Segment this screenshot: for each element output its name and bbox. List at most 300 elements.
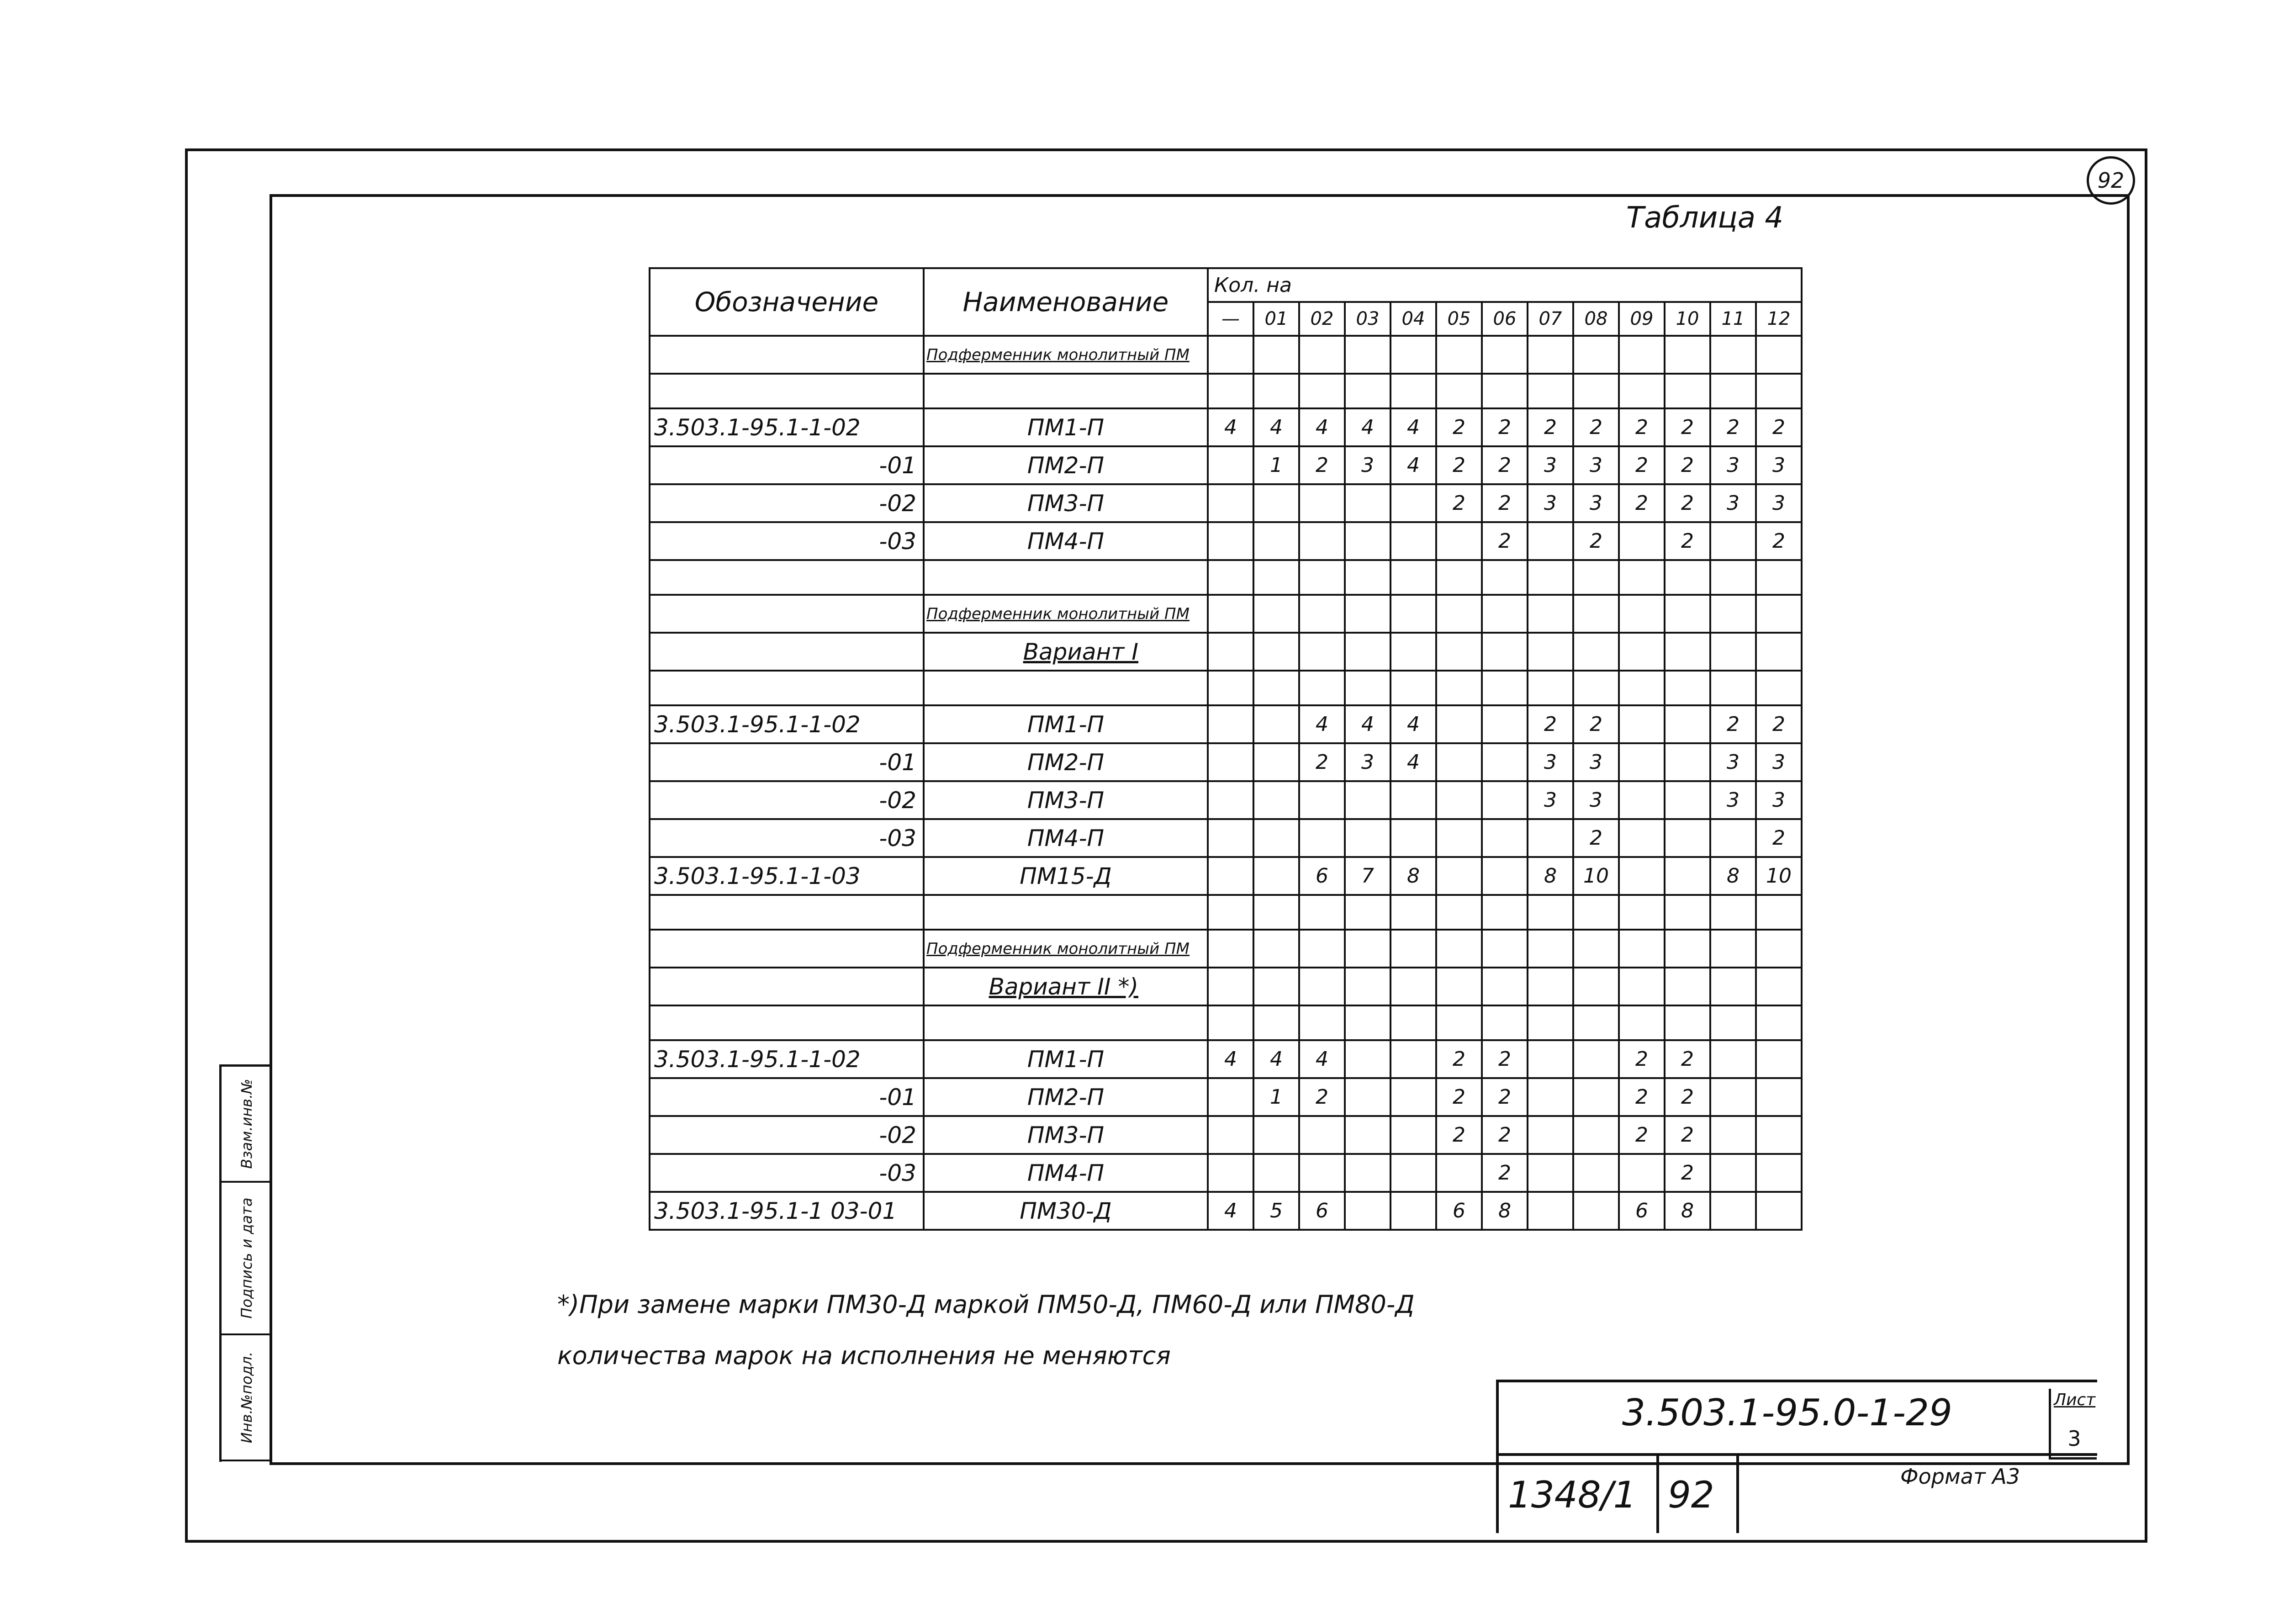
qty-cell: 2 [1528, 705, 1573, 743]
table-row [650, 743, 1802, 781]
qty-cell [1710, 930, 1756, 968]
qty-cell: 3 [1573, 446, 1619, 484]
name-cell: ПМ4-П [924, 1154, 1208, 1192]
qty-cell [1665, 743, 1710, 781]
qty-cell [1528, 1078, 1573, 1116]
qty-cell [1710, 633, 1756, 671]
qty-cell: 5 [1253, 1192, 1299, 1230]
name-cell: ПМ1-П [924, 408, 1208, 446]
cell-empty [650, 1005, 924, 1040]
qty-cell: 2 [1619, 408, 1665, 446]
designation-cell: 3.503.1-95.1-1-03 [650, 857, 924, 895]
cell-empty [650, 968, 924, 1005]
qty-cell [1253, 1116, 1299, 1154]
qty-cell [1528, 1116, 1573, 1154]
designation-cell: 3.503.1-95.1-1-02 [650, 408, 924, 446]
qty-cell [1253, 595, 1299, 633]
qty-cell: 10 [1756, 857, 1802, 895]
header-col: 02 [1299, 302, 1345, 336]
sheet-box [2049, 1389, 2097, 1460]
qty-cell [1436, 1154, 1482, 1192]
qty-cell [1390, 781, 1436, 819]
qty-cell [1710, 1005, 1756, 1040]
qty-cell [1482, 1005, 1528, 1040]
qty-cell: 2 [1436, 1116, 1482, 1154]
qty-cell [1299, 895, 1345, 930]
qty-cell [1756, 633, 1802, 671]
side-stamp [219, 1064, 272, 1462]
qty-cell [1573, 671, 1619, 705]
qty-cell [1390, 1005, 1436, 1040]
qty-cell: 2 [1573, 819, 1619, 857]
designation-cell: -01 [650, 1078, 924, 1116]
qty-cell [1299, 595, 1345, 633]
header-col: 06 [1482, 302, 1528, 336]
qty-cell: 2 [1482, 446, 1528, 484]
section-title-row [650, 633, 1802, 671]
qty-cell [1528, 1154, 1573, 1192]
qty-cell [1573, 595, 1619, 633]
qty-cell: 4 [1299, 1040, 1345, 1078]
qty-cell: 3 [1528, 484, 1573, 522]
qty-cell: 3 [1573, 743, 1619, 781]
qty-cell [1436, 781, 1482, 819]
footnote-line-2: количества марок на исполнения не меняются [557, 1341, 1171, 1370]
qty-cell [1528, 336, 1573, 374]
qty-cell [1208, 595, 1253, 633]
qty-cell [1345, 895, 1390, 930]
qty-cell [1619, 743, 1665, 781]
qty-cell [1208, 1116, 1253, 1154]
qty-cell [1619, 1154, 1665, 1192]
qty-cell: 3 [1345, 446, 1390, 484]
qty-cell [1208, 895, 1253, 930]
header-col: 07 [1528, 302, 1573, 336]
qty-cell [1436, 671, 1482, 705]
qty-cell [1665, 374, 1710, 408]
qty-cell [1756, 968, 1802, 1005]
qty-cell [1756, 560, 1802, 595]
header-col: 10 [1665, 302, 1710, 336]
qty-cell [1436, 336, 1482, 374]
qty-cell: 2 [1619, 1116, 1665, 1154]
qty-cell [1208, 1154, 1253, 1192]
qty-cell: 4 [1253, 408, 1299, 446]
qty-cell [1756, 1192, 1802, 1230]
qty-cell [1436, 819, 1482, 857]
title-block-divider [1499, 1453, 2097, 1456]
qty-cell [1436, 705, 1482, 743]
section-title-row [650, 336, 1802, 374]
qty-cell: 6 [1619, 1192, 1665, 1230]
cell-empty [650, 930, 924, 968]
qty-cell [1619, 374, 1665, 408]
qty-cell [1665, 781, 1710, 819]
qty-cell [1482, 671, 1528, 705]
table-row [650, 522, 1802, 560]
qty-cell [1619, 560, 1665, 595]
qty-cell [1390, 968, 1436, 1005]
name-cell: ПМ2-П [924, 446, 1208, 484]
sheet-value: 3 [2067, 1426, 2081, 1451]
title-block-divider-v2 [1736, 1453, 1739, 1533]
qty-cell [1345, 1040, 1390, 1078]
side-label-inventory: Инв.№подл. [238, 1351, 255, 1444]
qty-cell [1756, 895, 1802, 930]
cell-empty [650, 374, 924, 408]
qty-cell [1299, 968, 1345, 1005]
qty-cell [1436, 743, 1482, 781]
cell-empty [924, 1005, 1208, 1040]
qty-cell [1528, 1040, 1573, 1078]
qty-cell [1208, 671, 1253, 705]
qty-cell [1482, 895, 1528, 930]
header-designation: Обозначение [650, 268, 924, 336]
section-title: Вариант II *) [924, 968, 1208, 1005]
qty-cell: 3 [1756, 446, 1802, 484]
name-cell: ПМ3-П [924, 484, 1208, 522]
qty-cell [1208, 336, 1253, 374]
qty-cell: 2 [1573, 408, 1619, 446]
qty-cell [1528, 595, 1573, 633]
qty-cell [1436, 633, 1482, 671]
qty-cell [1482, 374, 1528, 408]
qty-cell: 7 [1345, 857, 1390, 895]
name-cell: ПМ2-П [924, 743, 1208, 781]
name-cell: ПМ3-П [924, 1116, 1208, 1154]
qty-cell [1208, 560, 1253, 595]
sheet-label: Лист [2054, 1391, 2096, 1409]
qty-cell [1436, 930, 1482, 968]
qty-cell [1345, 560, 1390, 595]
qty-cell: 3 [1756, 781, 1802, 819]
qty-cell [1482, 857, 1528, 895]
qty-cell: 2 [1756, 408, 1802, 446]
table-row [650, 1192, 1802, 1230]
qty-cell: 2 [1665, 1078, 1710, 1116]
table-row [650, 1078, 1802, 1116]
qty-cell: 2 [1710, 705, 1756, 743]
designation-cell: 3.503.1-95.1-1-02 [650, 1040, 924, 1078]
qty-cell [1208, 705, 1253, 743]
qty-cell: 4 [1253, 1040, 1299, 1078]
cell-empty [924, 374, 1208, 408]
qty-cell [1345, 336, 1390, 374]
qty-cell [1619, 522, 1665, 560]
qty-cell [1756, 595, 1802, 633]
qty-cell [1528, 374, 1573, 408]
qty-cell [1619, 819, 1665, 857]
qty-cell: 2 [1482, 1040, 1528, 1078]
qty-cell: 2 [1482, 408, 1528, 446]
qty-cell [1482, 705, 1528, 743]
qty-cell [1390, 560, 1436, 595]
side-cell-inventory [222, 1335, 272, 1461]
qty-cell [1573, 895, 1619, 930]
qty-cell [1756, 1116, 1802, 1154]
qty-cell: 3 [1710, 446, 1756, 484]
qty-cell [1619, 595, 1665, 633]
title-block [1496, 1380, 2097, 1533]
cell-empty [650, 336, 924, 374]
specification-table [649, 267, 1803, 1231]
qty-cell: 2 [1665, 1040, 1710, 1078]
qty-cell [1345, 1005, 1390, 1040]
qty-cell [1345, 633, 1390, 671]
section-title-row [650, 595, 1802, 633]
designation-cell: 3.503.1-95.1-1-02 [650, 705, 924, 743]
table-row [650, 1116, 1802, 1154]
qty-cell [1390, 1154, 1436, 1192]
qty-cell [1482, 819, 1528, 857]
table-row [650, 819, 1802, 857]
header-qty: Кол. на [1208, 268, 1802, 302]
header-col: 04 [1390, 302, 1436, 336]
qty-cell [1345, 374, 1390, 408]
qty-cell: 2 [1756, 705, 1802, 743]
qty-cell [1436, 968, 1482, 1005]
qty-cell: 8 [1528, 857, 1573, 895]
qty-cell: 2 [1436, 1040, 1482, 1078]
cell-empty [650, 633, 924, 671]
qty-cell [1665, 895, 1710, 930]
qty-cell [1436, 560, 1482, 595]
qty-cell [1710, 671, 1756, 705]
qty-cell [1299, 336, 1345, 374]
qty-cell [1390, 595, 1436, 633]
designation-cell: -01 [650, 743, 924, 781]
qty-cell [1208, 743, 1253, 781]
qty-cell: 3 [1528, 743, 1573, 781]
qty-cell: 3 [1710, 781, 1756, 819]
name-cell: ПМ30-Д [924, 1192, 1208, 1230]
qty-cell [1345, 968, 1390, 1005]
qty-cell: 2 [1665, 408, 1710, 446]
header-col: 03 [1345, 302, 1390, 336]
qty-cell [1345, 1192, 1390, 1230]
qty-cell [1756, 336, 1802, 374]
qty-cell: 2 [1299, 743, 1345, 781]
qty-cell: 8 [1390, 857, 1436, 895]
empty-row [650, 374, 1802, 408]
qty-cell [1299, 819, 1345, 857]
qty-cell [1345, 522, 1390, 560]
qty-cell [1253, 1005, 1299, 1040]
qty-cell [1482, 743, 1528, 781]
cell-empty [650, 671, 924, 705]
qty-cell: 2 [1436, 408, 1482, 446]
qty-cell [1299, 781, 1345, 819]
qty-cell: 2 [1482, 484, 1528, 522]
qty-cell [1482, 781, 1528, 819]
qty-cell: 3 [1756, 484, 1802, 522]
qty-cell: 3 [1573, 781, 1619, 819]
qty-cell [1710, 1154, 1756, 1192]
qty-cell [1299, 930, 1345, 968]
table-row [650, 1154, 1802, 1192]
qty-cell [1299, 671, 1345, 705]
header-row-1 [650, 268, 1802, 302]
qty-cell: 4 [1390, 705, 1436, 743]
qty-cell [1665, 560, 1710, 595]
side-label-replace: Взам.инв.№ [238, 1079, 255, 1169]
qty-cell: 6 [1299, 857, 1345, 895]
table-row [650, 705, 1802, 743]
qty-cell [1390, 895, 1436, 930]
qty-cell: 2 [1482, 1154, 1528, 1192]
qty-cell [1208, 446, 1253, 484]
table-row [650, 446, 1802, 484]
qty-cell [1528, 895, 1573, 930]
qty-cell [1482, 336, 1528, 374]
qty-cell: 4 [1208, 1040, 1253, 1078]
qty-cell [1756, 1154, 1802, 1192]
qty-cell: 2 [1573, 522, 1619, 560]
qty-cell [1253, 705, 1299, 743]
qty-cell: 4 [1208, 1192, 1253, 1230]
section-title-row [650, 930, 1802, 968]
qty-cell [1665, 857, 1710, 895]
qty-cell [1253, 522, 1299, 560]
sheet-number-circle [2087, 156, 2135, 205]
section-title: Вариант I [924, 633, 1208, 671]
qty-cell [1482, 595, 1528, 633]
qty-cell [1208, 1078, 1253, 1116]
qty-cell [1390, 1040, 1436, 1078]
side-cell-replace [222, 1067, 272, 1183]
qty-cell: 3 [1710, 743, 1756, 781]
header-col: 01 [1253, 302, 1299, 336]
qty-cell [1573, 930, 1619, 968]
qty-cell [1299, 374, 1345, 408]
qty-cell [1345, 930, 1390, 968]
qty-cell [1710, 1192, 1756, 1230]
qty-cell [1619, 1005, 1665, 1040]
qty-cell: 4 [1299, 705, 1345, 743]
qty-cell [1299, 633, 1345, 671]
table-title: Таблица 4 [1626, 201, 1784, 235]
qty-cell [1345, 819, 1390, 857]
qty-cell [1665, 671, 1710, 705]
qty-cell [1619, 930, 1665, 968]
designation-cell: -03 [650, 819, 924, 857]
qty-cell [1665, 633, 1710, 671]
qty-cell [1253, 930, 1299, 968]
qty-cell [1436, 374, 1482, 408]
qty-cell [1573, 968, 1619, 1005]
qty-cell [1390, 484, 1436, 522]
qty-cell [1299, 1154, 1345, 1192]
qty-cell [1528, 930, 1573, 968]
qty-cell [1482, 560, 1528, 595]
qty-cell [1528, 1192, 1573, 1230]
qty-cell: 2 [1619, 1078, 1665, 1116]
qty-cell: 2 [1619, 446, 1665, 484]
qty-cell: 4 [1345, 705, 1390, 743]
qty-cell [1390, 1078, 1436, 1116]
page-number: 92 [1668, 1474, 1714, 1516]
qty-cell [1619, 671, 1665, 705]
qty-cell [1390, 930, 1436, 968]
qty-cell [1665, 1005, 1710, 1040]
qty-cell [1710, 336, 1756, 374]
table-row [650, 408, 1802, 446]
qty-cell [1619, 781, 1665, 819]
qty-cell [1390, 374, 1436, 408]
qty-cell: 3 [1573, 484, 1619, 522]
qty-cell: 3 [1345, 743, 1390, 781]
name-cell: ПМ15-Д [924, 857, 1208, 895]
qty-cell [1253, 968, 1299, 1005]
qty-cell [1573, 633, 1619, 671]
qty-cell: 2 [1482, 1078, 1528, 1116]
format-label: Формат А3 [1900, 1464, 2020, 1489]
qty-cell [1710, 522, 1756, 560]
cell-empty [924, 895, 1208, 930]
header-col: 08 [1573, 302, 1619, 336]
qty-cell [1756, 374, 1802, 408]
side-cell-signature [222, 1183, 272, 1335]
qty-cell: 2 [1665, 1116, 1710, 1154]
cell-empty [924, 560, 1208, 595]
qty-cell [1345, 484, 1390, 522]
section-title: Подферменник монолитный ПМ [924, 595, 1208, 633]
qty-cell [1710, 1078, 1756, 1116]
qty-cell [1756, 1078, 1802, 1116]
qty-cell: 1 [1253, 1078, 1299, 1116]
qty-cell: 4 [1390, 446, 1436, 484]
qty-cell [1710, 895, 1756, 930]
header-col: 05 [1436, 302, 1482, 336]
qty-cell [1619, 336, 1665, 374]
qty-cell: 2 [1665, 522, 1710, 560]
qty-cell [1619, 633, 1665, 671]
qty-cell [1482, 968, 1528, 1005]
qty-cell [1299, 560, 1345, 595]
qty-cell: 4 [1299, 408, 1345, 446]
qty-cell [1390, 522, 1436, 560]
qty-cell: 2 [1710, 408, 1756, 446]
qty-cell [1710, 1116, 1756, 1154]
qty-cell: 2 [1482, 522, 1528, 560]
qty-cell [1665, 336, 1710, 374]
qty-cell [1436, 857, 1482, 895]
qty-cell [1253, 819, 1299, 857]
sheet-number: 92 [2097, 168, 2125, 193]
qty-cell [1756, 1005, 1802, 1040]
qty-cell [1208, 819, 1253, 857]
table-row [650, 781, 1802, 819]
qty-cell: 4 [1390, 743, 1436, 781]
qty-cell [1253, 560, 1299, 595]
qty-cell: 3 [1528, 781, 1573, 819]
name-cell: ПМ1-П [924, 1040, 1208, 1078]
header-col: — [1208, 302, 1253, 336]
qty-cell [1208, 930, 1253, 968]
empty-row [650, 1005, 1802, 1040]
qty-cell [1710, 560, 1756, 595]
qty-cell [1436, 522, 1482, 560]
qty-cell [1619, 705, 1665, 743]
album-number: 1348/1 [1508, 1474, 1637, 1516]
designation-cell: -02 [650, 1116, 924, 1154]
qty-cell: 2 [1436, 484, 1482, 522]
qty-cell [1436, 895, 1482, 930]
qty-cell: 2 [1756, 819, 1802, 857]
qty-cell: 2 [1528, 408, 1573, 446]
qty-cell [1208, 484, 1253, 522]
qty-cell [1710, 968, 1756, 1005]
